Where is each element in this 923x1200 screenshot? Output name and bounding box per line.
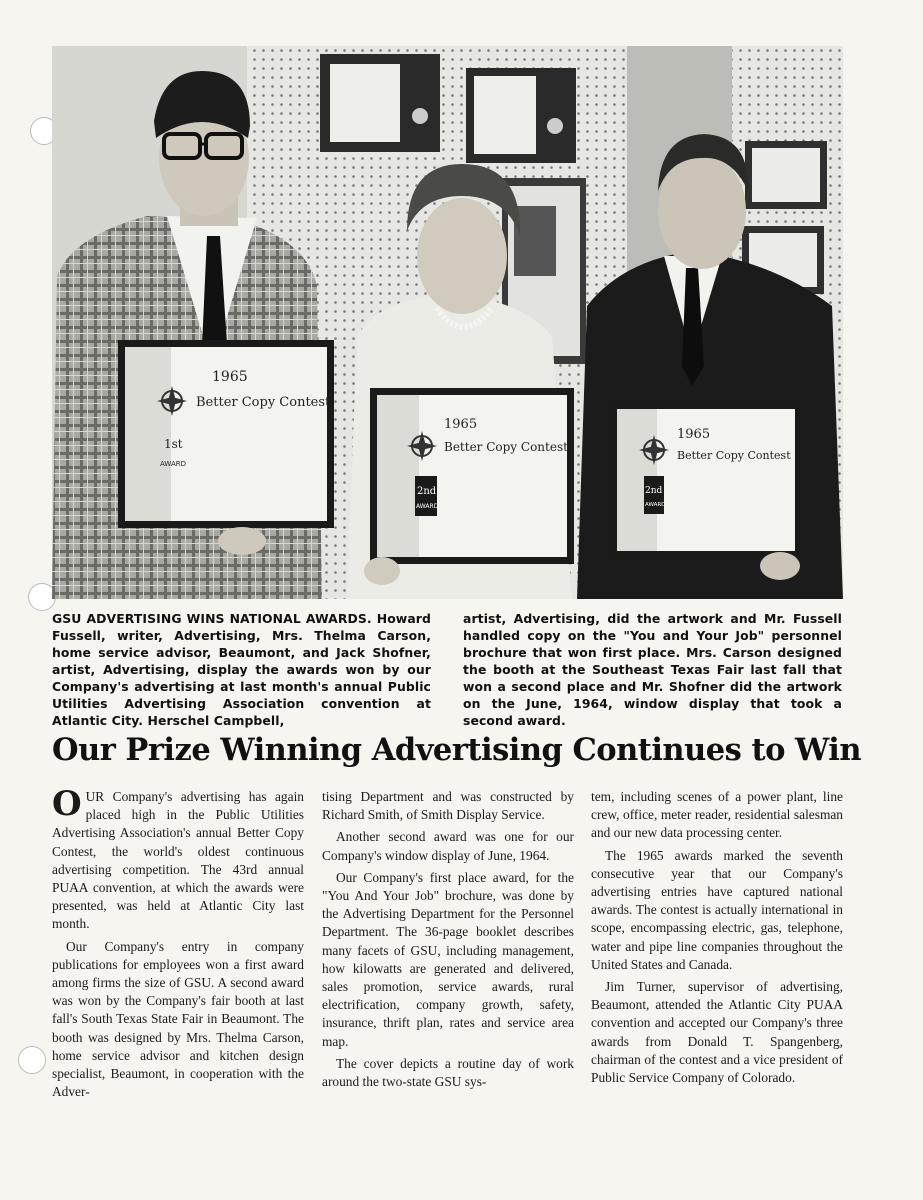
article-paragraph: Another second award was one for our Company's window display of June, 1964. bbox=[322, 829, 574, 863]
award-rank: 1st bbox=[164, 437, 183, 451]
certificate-title: Better Copy Contest bbox=[196, 395, 331, 410]
binder-hole-bottom bbox=[18, 1046, 46, 1074]
award-label: AWARD bbox=[416, 503, 439, 510]
photo-caption-right: artist, Advertising, did the artwork and Mr. Fussell handled copy on the "You and Your Job" personnel brochure that won first place. Mrs. Carson designed the booth at the Southeast Texas Fair last fall that won a second place and Mr. Shofner did the artwork on the June, 1964, window display that took a second award. bbox=[463, 611, 842, 728]
article-column-3 bbox=[591, 788, 843, 1087]
article-headline: Our Prize Winning Advertising Continues to Win bbox=[52, 732, 862, 768]
award-label: AWARD bbox=[160, 460, 186, 468]
award-rank: 2nd bbox=[417, 486, 437, 497]
photo-illustration bbox=[52, 46, 843, 599]
caption-text: Howard Fussell, writer, Advertising, Mrs. Thelma Carson, home service advisor, Beaumont, and Jack Shofner, artist, Advertising, display the awards won by our Company's advertising at last month's annual Public Utilities Advertising Association convention at Atlantic City. Herschel Campbell, bbox=[52, 611, 431, 728]
photo-caption-left bbox=[52, 610, 431, 729]
wall-plaque bbox=[320, 54, 440, 152]
wall-plaque bbox=[466, 68, 576, 163]
certificate-title: Better Copy Contest bbox=[444, 440, 568, 454]
wall-plaque bbox=[745, 141, 827, 209]
certificate-second-award-right bbox=[610, 402, 802, 558]
certificate-year: 1965 bbox=[444, 417, 478, 432]
certificate-second-award-center bbox=[370, 388, 574, 564]
article-paragraph: Our Company's entry in company publications for employees won a first award among firms the size of GSU. A second award was won by the Company's fair booth at last fall's South Texas State Fair in Beaumont. The booth was designed by Mrs. Thelma Carson, home service advisor and kitchen design specialist, Beaumont, in cooperation with the Adver- bbox=[52, 938, 304, 1100]
caption-lead: GSU ADVERTISING WINS NATIONAL AWARDS. bbox=[52, 611, 372, 626]
certificate-first-award bbox=[118, 340, 334, 528]
article-paragraph: Our Company's first place award, for the "You And Your Job" brochure, was done by the Advertising Department for the Personnel Department. The 36-page booklet describes many facets of GSU, including management, how kilowatts are generated and delivered, sales promotion, service awards, rural electrification, company growth, safety, insurance, thrift plan, rates and service area map. bbox=[322, 869, 574, 1049]
article-paragraph: tising Department and was constructed by Richard Smith, of Smith Display Service. bbox=[322, 789, 574, 823]
article-column-2 bbox=[322, 788, 574, 1091]
award-label: AWARD bbox=[645, 502, 666, 508]
article-paragraph: tem, including scenes of a power plant, line crew, office, meter reader, residential salesman and our new data processing center. bbox=[591, 789, 843, 841]
award-photo bbox=[52, 46, 843, 599]
award-rank: 2nd bbox=[645, 486, 663, 496]
certificate-title: Better Copy Contest bbox=[677, 449, 791, 462]
article-paragraph: The cover depicts a routine day of work around the two-state GSU sys- bbox=[322, 1055, 574, 1090]
article-paragraph: The 1965 awards marked the seventh consecutive year that our Company's advertising entries have captured national awards. The contest is actually international in scope, encompassing electric, gas, telephone, water and pipe line companies throughout the United States and Canada. bbox=[591, 847, 843, 972]
article-paragraph: Jim Turner, supervisor of advertising, Beaumont, attended the Atlantic City PUAA convention and accepted our Company's three awards from Donald T. Spangenberg, chairman of the contest and a vice president of Public Service Company of Colorado. bbox=[591, 979, 843, 1086]
drop-cap: O bbox=[52, 784, 82, 824]
article-paragraph: OUR Company's advertising has again placed high in the Public Utilities Advertising Association's annual Better Copy Contest, the world's oldest continuous advertising competition. The 43rd annual PUAA convention, at which the awards were presented, was held at Atlantic City last month. bbox=[52, 784, 304, 932]
certificate-year: 1965 bbox=[212, 369, 248, 385]
article-column-1 bbox=[52, 784, 304, 1101]
certificate-year: 1965 bbox=[677, 427, 711, 442]
